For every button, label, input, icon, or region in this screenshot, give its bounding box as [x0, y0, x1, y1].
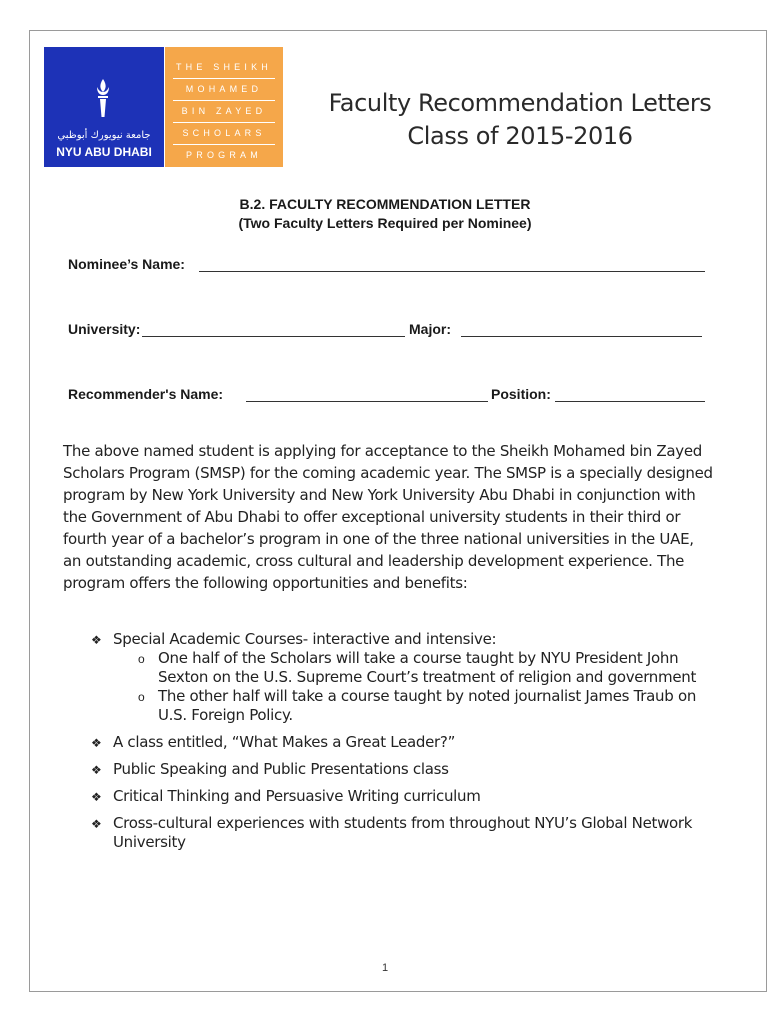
- circle-bullet-icon: o: [138, 690, 145, 704]
- benefit-item: Special Academic Courses- interactive and intensive:: [113, 630, 497, 648]
- benefit-item: Public Speaking and Public Presentations class: [113, 760, 449, 778]
- benefit-item: Critical Thinking and Persuasive Writing curriculum: [113, 787, 481, 805]
- smsp-logo-line: MOHAMED: [185, 84, 263, 94]
- section-subheading: (Two Faculty Letters Required per Nominee): [238, 215, 532, 231]
- smsp-logo-line: PROGRAM: [186, 150, 262, 160]
- recommender-name-field[interactable]: [246, 401, 488, 402]
- major-label: Major:: [409, 321, 451, 337]
- position-field[interactable]: [555, 401, 705, 402]
- smsp-logo-line: SCHOLARS: [182, 128, 266, 138]
- sub-benefit-item: The other half will take a course taught by noted journalist James Traub on: [158, 687, 697, 705]
- smsp-logo-line: THE SHEIKH: [175, 62, 272, 72]
- smsp-logo-rule: [173, 100, 275, 101]
- nyu-arabic-name: جامعة نيويورك أبوظبي: [57, 130, 151, 141]
- major-field[interactable]: [461, 336, 702, 337]
- circle-bullet-icon: o: [138, 652, 145, 666]
- torch-icon: [92, 77, 114, 119]
- benefit-item: University: [113, 833, 186, 851]
- nominee-name-field[interactable]: [199, 271, 705, 272]
- diamond-bullet-icon: ❖: [91, 790, 102, 804]
- smsp-logo: [165, 47, 283, 167]
- nominee-name-label: Nominee’s Name:: [68, 256, 185, 272]
- document-subtitle: Class of 2015-2016: [407, 122, 633, 150]
- sub-benefit-item: U.S. Foreign Policy.: [158, 706, 293, 724]
- benefit-item: A class entitled, “What Makes a Great Leader?”: [113, 733, 456, 751]
- smsp-logo-line: BIN ZAYED: [181, 106, 267, 116]
- sub-benefit-item: One half of the Scholars will take a course taught by NYU President John: [158, 649, 679, 667]
- recommender-name-label: Recommender's Name:: [68, 386, 224, 402]
- program-description: The above named student is applying for acceptance to the Sheikh Mohamed bin Zayed Scholars Program (SMSP) for the coming academic year. The SMSP is a specially designed program by New York University and New York University Abu Dhabi in conjunction with the Government of Abu Dhabi to offer exceptional university students in their third or fourth year of a bachelor’s program in one of the three national universities in the UAE, an outstanding academic, cross cultural and leadership development experience. The program offers the following opportunities and benefits:: [63, 442, 713, 592]
- position-label: Position:: [491, 386, 551, 402]
- section-heading: B.2. FACULTY RECOMMENDATION LETTER: [239, 196, 531, 212]
- nyu-english-name: NYU ABU DHABI: [56, 145, 152, 159]
- page-number: 1: [381, 962, 389, 974]
- smsp-logo-rule: [173, 144, 275, 145]
- diamond-bullet-icon: ❖: [91, 736, 102, 750]
- diamond-bullet-icon: ❖: [91, 817, 102, 831]
- diamond-bullet-icon: ❖: [91, 633, 102, 647]
- university-field[interactable]: [142, 336, 405, 337]
- document-title: Faculty Recommendation Letters: [328, 89, 712, 117]
- smsp-logo-rule: [173, 78, 275, 79]
- nyu-abu-dhabi-logo: [44, 47, 164, 167]
- smsp-logo-rule: [173, 122, 275, 123]
- university-label: University:: [68, 321, 141, 337]
- benefit-item: Cross-cultural experiences with students from throughout NYU’s Global Network: [113, 814, 693, 832]
- diamond-bullet-icon: ❖: [91, 763, 102, 777]
- sub-benefit-item: Sexton on the U.S. Supreme Court’s treatment of religion and government: [158, 668, 697, 686]
